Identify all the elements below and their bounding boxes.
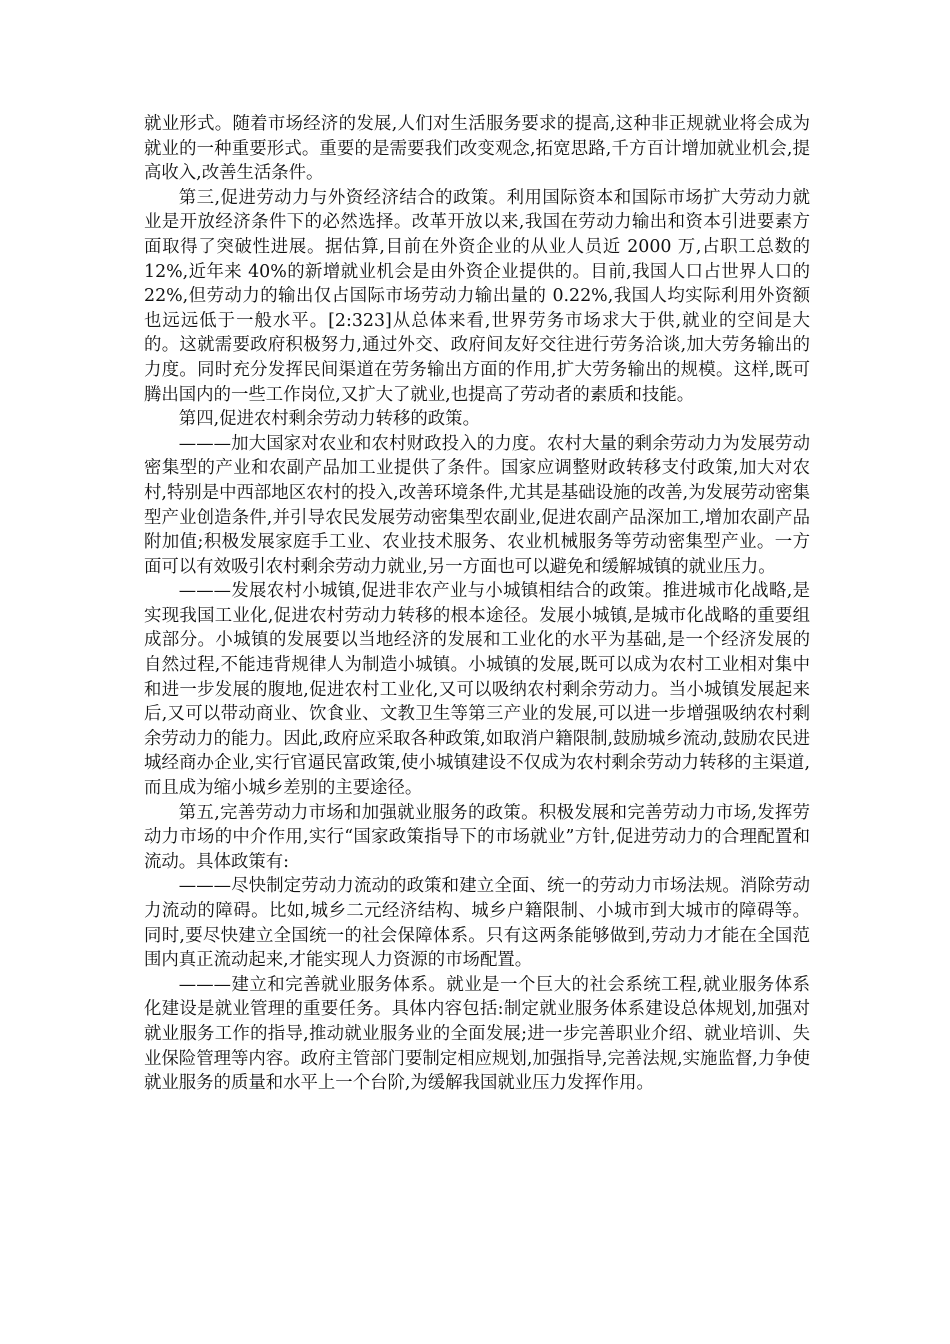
paragraph-policy-four-heading: 第四,促进农村剩余劳动力转移的政策。 xyxy=(178,409,480,430)
paragraph-continuation: 就业形式。随着市场经济的发展,人们对生活服务要求的提高,这种非正规就业将会成为就业的一种重要形式。重要的是需要我们改变观念,拓宽思路,千方百计增加就业机会,提高收入,改善生活条件。 xyxy=(144,114,810,184)
document-body xyxy=(144,112,810,1096)
paragraph-policy-five-item-1: ———尽快制定劳动力流动的政策和建立全面、统一的劳动力市场法规。消除劳动力流动的障碍。比如,城乡二元经济结构、城乡户籍限制、小城市到大城市的障碍等。同时,要尽快建立全国统一的社会保障体系。只有这两条能够做到,劳动力才能在全国范围内真正流动起来,才能实现人力资源的市场配置。 xyxy=(144,876,810,971)
paragraph-policy-three: 第三,促进劳动力与外资经济结合的政策。利用国际资本和国际市场扩大劳动力就业是开放经济条件下的必然选择。改革开放以来,我国在劳动力输出和资本引进要素方面取得了突破性进展。据估算,目前在外资企业的从业人员近 2000 万,占职工总数的 12%,近年来 40%的新增就业机会是由外资企业提供的。目前,我国人口占世界人口的 22%,但劳动力的输出仅占国际市场劳动力输出量的 0.22%,我国人均实际利用外资额也远远低于一般水平。[2:323]从总体来看,世界劳务市场求大于供,就业的空间是大的。这就需要政府积极努力,通过外交、政府间友好交往进行劳务洽谈,加大劳务输出的力度。同时充分发挥民间渠道在劳务输出方面的作用,扩大劳务输出的规模。这样,既可腾出国内的一些工作岗位,又扩大了就业,也提高了劳动者的素质和技能。 xyxy=(144,187,810,405)
paragraph-policy-four-item-1: ———加大国家对农业和农村财政投入的力度。农村大量的剩余劳动力为发展劳动密集型的产业和农副产品加工业提供了条件。国家应调整财政转移支付政策,加大对农村,特别是中西部地区农村的投入,改善环境条件,尤其是基础设施的改善,为发展劳动密集型产业创造条件,并引导农民发展劳动密集型农副业,促进农副产品深加工,增加农副产品附加值;积极发展家庭手工业、农业技术服务、农业机械服务等劳动密集型产业。一方面可以有效吸引农村剩余劳动力就业,另一方面也可以避免和缓解城镇的就业压力。 xyxy=(144,433,810,577)
paragraph-policy-five-item-2: ———建立和完善就业服务体系。就业是一个巨大的社会系统工程,就业服务体系化建设是就业管理的重要任务。具体内容包括:制定就业服务体系建设总体规划,加强对就业服务工作的指导,推动就业服务业的全面发展;进一步完善职业介绍、就业培训、失业保险管理等内容。政府主管部门要制定相应规划,加强指导,完善法规,实施监督,力争使就业服务的质量和水平上一个台阶,为缓解我国就业压力发挥作用。 xyxy=(144,974,810,1094)
paragraph-policy-five: 第五,完善劳动力市场和加强就业服务的政策。积极发展和完善劳动力市场,发挥劳动力市场的中介作用,实行“国家政策指导下的市场就业”方针,促进劳动力的合理配置和流动。具体政策有: xyxy=(144,802,810,872)
paragraph-policy-four-item-2: ———发展农村小城镇,促进非农产业与小城镇相结合的政策。推进城市化战略,是实现我国工业化,促进农村劳动力转移的根本途径。发展小城镇,是城市化战略的重要组成部分。小城镇的发展要以当地经济的发展和工业化的水平为基础,是一个经济发展的自然过程,不能违背规律人为制造小城镇。小城镇的发展,既可以成为农村工业相对集中和进一步发展的腹地,促进农村工业化,又可以吸纳农村剩余劳动力。当小城镇发展起来后,又可以带动商业、饮食业、文教卫生等第三产业的发展,可以进一步增强吸纳农村剩余劳动力的能力。因此,政府应采取各种政策,如取消户籍限制,鼓励城乡流动,鼓励农民进城经商办企业,实行官逼民富政策,使小城镇建设不仅成为农村剩余劳动力转移的主渠道,而且成为缩小城乡差别的主要途径。 xyxy=(144,581,810,799)
